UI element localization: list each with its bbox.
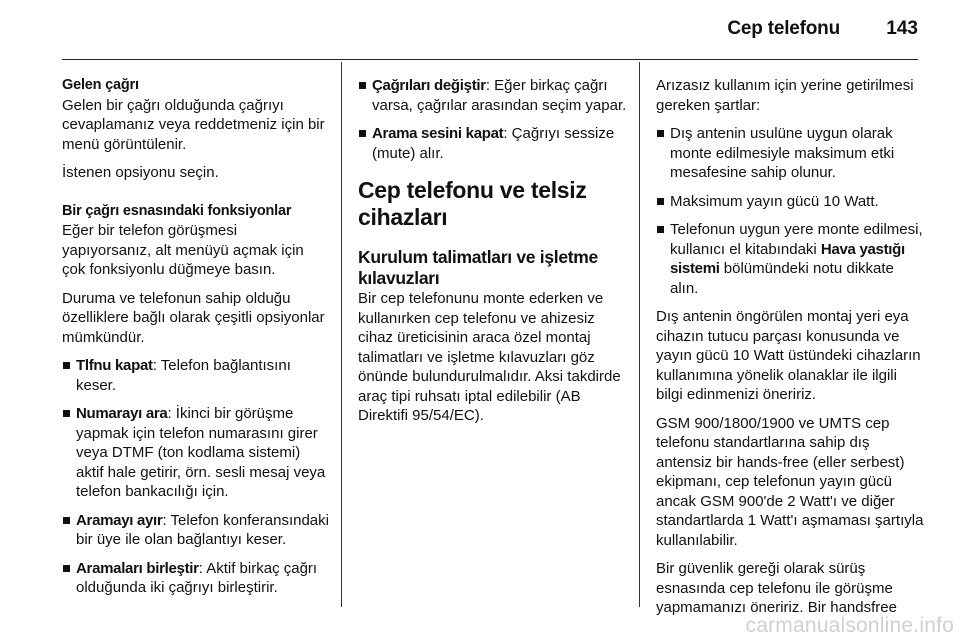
page-header bbox=[0, 0, 960, 60]
bullet-mounting bbox=[656, 220, 926, 298]
bullet-term: Arama sesini kapat bbox=[372, 125, 504, 142]
paragraph-mounting-info: Dış antenin öngörülen montaj yeri eya cihazın tutucu parçası konusunda ve yayın gücü 10 Watt üstündeki cihazların kullanımına yönelik olanaklar ile ilgili bilgi edinmenizi öneririz. bbox=[656, 308, 921, 403]
bullet-term: Tlfnu kapat bbox=[76, 357, 153, 374]
bullet-dial-number bbox=[62, 404, 330, 502]
subsection-title: Kurulum talimatları ve işletme kılavuzları bbox=[358, 247, 598, 288]
header-title: Cep telefonu bbox=[727, 18, 840, 39]
during-call-text: Eğer bir telefon görüşmesi yapıyorsanız, alt menüyü açmak için çok fonksiyonlu düğmeye basın. bbox=[62, 222, 304, 278]
incoming-call-text: Gelen bir çağrı olduğunda çağrıyı cevaplamanız veya reddetmeniz için bir menü görüntülenir. bbox=[62, 96, 325, 153]
paragraph-gsm-standards: GSM 900/1800/1900 ve UMTS cep telefonu standartlarına sahip dış antensiz bir hands-free (eller serbest) ekipmanı, cep telefonun yayın gücü ancak GSM 900'de 2 Watt'ı ve diğer standartlarda 1 Watt'ı aşmaması şartıyla kullanılabilir. bbox=[656, 414, 924, 549]
watermark: carmanualsonline.info bbox=[745, 614, 954, 637]
bullet-antenna: Dış antenin usulüne uygun olarak monte edilmesiyle maksimum etki mesafesine sahip olunur. bbox=[656, 124, 926, 183]
bullet-text: bölümündeki notu dikkate alın. bbox=[670, 260, 894, 297]
bullet-text: Telefonun uygun yere monte edilmesi, kullanıcı el kitabındaki bbox=[670, 221, 923, 258]
column-1 bbox=[62, 76, 330, 607]
column-divider-2 bbox=[639, 62, 640, 607]
conditions-intro: Arızasız kullanım için yerine getirilmesi gereken şartlar: bbox=[656, 77, 914, 114]
bullet-text: : Çağrıyı sessize (mute) alır. bbox=[372, 125, 615, 162]
column-3 bbox=[656, 76, 926, 627]
bullet-text: : Eğer birkaç çağrı varsa, çağrılar arasından seçim yapar. bbox=[372, 77, 627, 114]
incoming-call-select: İstenen opsiyonu seçin. bbox=[62, 164, 219, 181]
subsection-text: Bir cep telefonunu monte ederken ve kullanırken cep telefonu ve ahizesiz cihaz üreticisinin araca özel montaj talimatları ve işletme kılavuzları göz önünde bulundurulmalıdır. Aksi takdirde araç tipi ruhsatı iptal edilebilir (AB Direktifi 95/54/EC). bbox=[358, 290, 621, 424]
incoming-call-heading: Gelen çağrı bbox=[62, 77, 139, 93]
during-call-heading: Bir çağrı esnasındaki fonksiyonlar bbox=[62, 202, 292, 219]
bullet-hang-up bbox=[62, 356, 330, 395]
bullet-switch-calls bbox=[358, 76, 628, 115]
bullet-term: Çağrıları değiştir bbox=[372, 77, 486, 94]
bullet-text: : Telefon bağlantısını keser. bbox=[76, 357, 291, 394]
bullet-power: Maksimum yayın gücü 10 Watt. bbox=[656, 192, 926, 212]
bullet-mute-call bbox=[358, 124, 628, 163]
bullet-merge-calls bbox=[62, 559, 330, 598]
bullet-term: Numarayı ara bbox=[76, 405, 168, 422]
paragraph-safety: Bir güvenlik gereği olarak sürüş esnasında cep telefonu ile görüşme yapmamanızı öneririz. Bir handsfree bbox=[656, 560, 897, 616]
section-title: Cep telefonu ve telsiz cihazları bbox=[358, 177, 587, 230]
bullet-term: Aramayı ayır bbox=[76, 511, 163, 529]
bullet-term: Aramaları birleştir bbox=[76, 559, 199, 577]
header-rule bbox=[62, 59, 918, 60]
bullet-text: : Aktif birkaç çağrı olduğunda iki çağrıyı birleştirir. bbox=[76, 559, 318, 596]
column-2 bbox=[358, 76, 628, 435]
column-divider-1 bbox=[341, 62, 342, 607]
bullet-split-call bbox=[62, 511, 330, 550]
bullet-text: : İkinci bir görüşme yapmak için telefon numarasını girer veya DTMF (ton kodlama sistemi) aktif hale getirir, örn. sesli mesaj veya telefon bankacılığı için. bbox=[76, 405, 326, 500]
bullet-text: : Telefon konferansındaki bir üye ile olan bağlantıyı keser. bbox=[76, 511, 329, 548]
bullet-term: Hava yastığı sistemi bbox=[670, 240, 905, 277]
during-call-note: Duruma ve telefonun sahip olduğu özelliklere bağlı olarak çeşitli opsiyonlar mümkündür. bbox=[62, 289, 325, 346]
page-number: 143 bbox=[886, 18, 918, 39]
